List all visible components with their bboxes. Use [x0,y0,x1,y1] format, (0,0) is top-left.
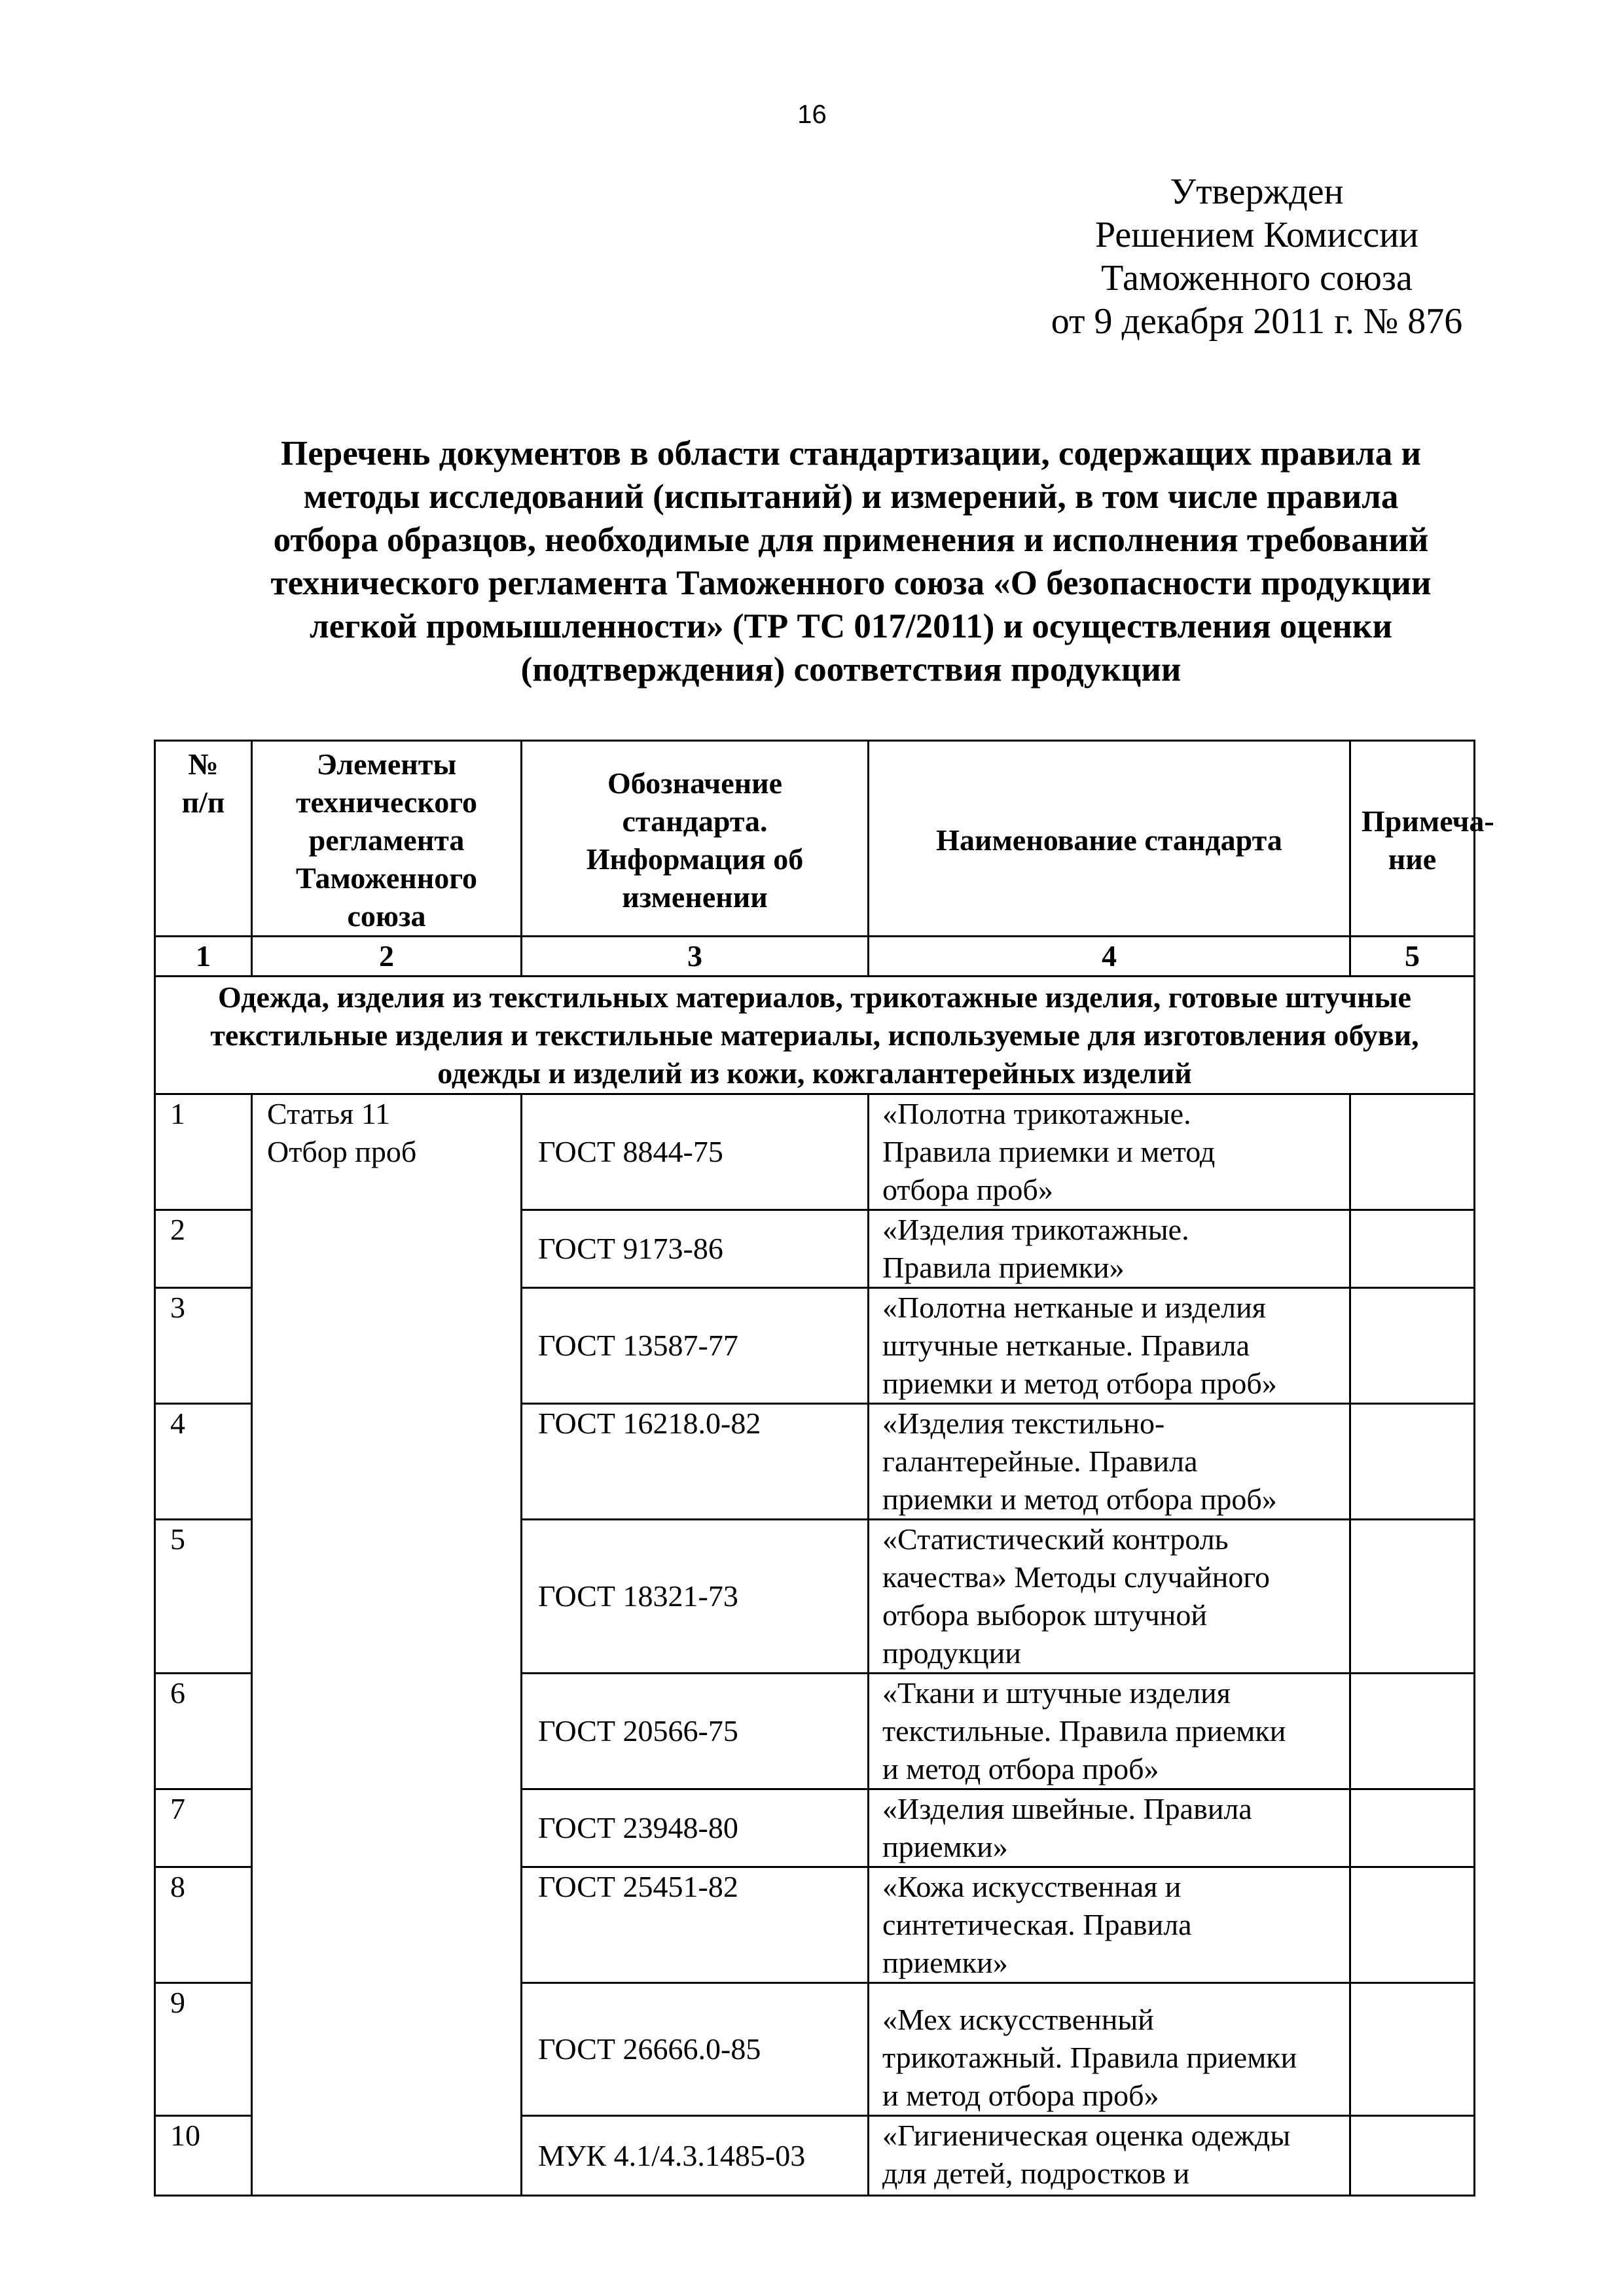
approval-line: Утвержден [1170,171,1344,212]
standard-note [1350,1210,1475,1288]
header-element: Элементы технического регламента Таможенного союза [252,741,522,937]
row-number: 10 [155,2116,252,2196]
row-number: 3 [155,1288,252,1404]
standards-table [154,740,1494,2197]
table-row [155,1094,1475,1210]
standard-code: ГОСТ 8844-75 [522,1094,869,1210]
title-line: легкой промышленности» (ТР ТС 017/2011) и осуществления оценки [310,607,1392,645]
standard-code: ГОСТ 25451-82 [522,1867,869,1983]
standard-name: «Полотна нетканые и изделия штучные нетканые. Правила приемки и метод отбора проб» [869,1288,1350,1404]
column-number-row [155,937,1475,977]
column-number: 2 [252,937,522,977]
standard-note [1350,1789,1475,1867]
document-title [151,432,1551,691]
standard-note [1350,1288,1475,1404]
standard-name: «Изделия швейные. Правила приемки» [869,1789,1350,1867]
header-num: № п/п [155,741,252,937]
row-number: 5 [155,1520,252,1674]
regulation-element: Статья 11 Отбор проб [252,1094,522,2196]
standard-name: «Гигиеническая оценка одежды для детей, подростков и [869,2116,1350,2196]
title-line: Перечень документов в области стандартизации, содержащих правила и [280,435,1421,473]
standard-code: ГОСТ 18321-73 [522,1520,869,1674]
standard-name: «Полотна трикотажные. Правила приемки и метод отбора проб» [869,1094,1350,1210]
title-line: технического регламента Таможенного союза «О безопасности продукции [270,564,1432,602]
section-heading: Одежда, изделия из текстильных материалов, трикотажные изделия, готовые штучные текстильные изделия и текстильные материалы, используемые для изготовления обуви, одежды и изделий из кожи, кожгалантерейных изделий [155,977,1475,1094]
approval-line: от 9 декабря 2011 г. № 876 [1051,301,1463,342]
standard-note [1350,1674,1475,1789]
row-number: 9 [155,1983,252,2116]
row-number: 1 [155,1094,252,1210]
header-name: Наименование стандарта [869,741,1350,937]
standard-code: ГОСТ 20566-75 [522,1674,869,1789]
standard-note [1350,1983,1475,2116]
column-number: 1 [155,937,252,977]
standard-note [1350,1520,1475,1674]
standard-code: ГОСТ 16218.0-82 [522,1404,869,1520]
row-number: 2 [155,1210,252,1288]
title-line: (подтверждения) соответствия продукции [520,651,1182,689]
row-number: 8 [155,1867,252,1983]
standard-name: «Ткани и штучные изделия текстильные. Правила приемки и метод отбора проб» [869,1674,1350,1789]
header-code: Обозначение стандарта. Информация об изменении [522,741,869,937]
row-number: 6 [155,1674,252,1789]
standard-note [1350,1094,1475,1210]
standard-code: ГОСТ 23948-80 [522,1789,869,1867]
column-number: 4 [869,937,1350,977]
column-number: 5 [1350,937,1475,977]
standard-name: «Изделия трикотажные. Правила приемки» [869,1210,1350,1288]
standard-note [1350,2116,1475,2196]
standard-code: МУК 4.1/4.3.1485-03 [522,2116,869,2196]
column-number: 3 [522,937,869,977]
standard-name: «Кожа искусственная и синтетическая. Правила приемки» [869,1867,1350,1983]
approval-block [929,170,1584,343]
standard-code: ГОСТ 26666.0-85 [522,1983,869,2116]
header-note: Примеча- ние [1350,741,1475,937]
approval-line: Решением Комиссии [1094,215,1419,255]
table-header-row [155,741,1475,937]
standard-name: «Изделия текстильно- галантерейные. Правила приемки и метод отбора проб» [869,1404,1350,1520]
title-line: отбора образцов, необходимые для применения и исполнения требований [273,521,1429,559]
standard-note [1350,1404,1475,1520]
standard-code: ГОСТ 13587-77 [522,1288,869,1404]
standard-name: «Статистический контроль качества» Методы случайного отбора выборок штучной продукции [869,1520,1350,1674]
standard-code: ГОСТ 9173-86 [522,1210,869,1288]
approval-line: Таможенного союза [1101,258,1413,298]
page-number: 16 [797,100,827,129]
row-number: 7 [155,1789,252,1867]
title-line: методы исследований (испытаний) и измерений, в том числе правила [303,478,1399,516]
row-number: 4 [155,1404,252,1520]
section-row [155,977,1475,1094]
standard-name: «Мех искусственный трикотажный. Правила приемки и метод отбора проб» [869,1983,1350,2116]
standard-note [1350,1867,1475,1983]
